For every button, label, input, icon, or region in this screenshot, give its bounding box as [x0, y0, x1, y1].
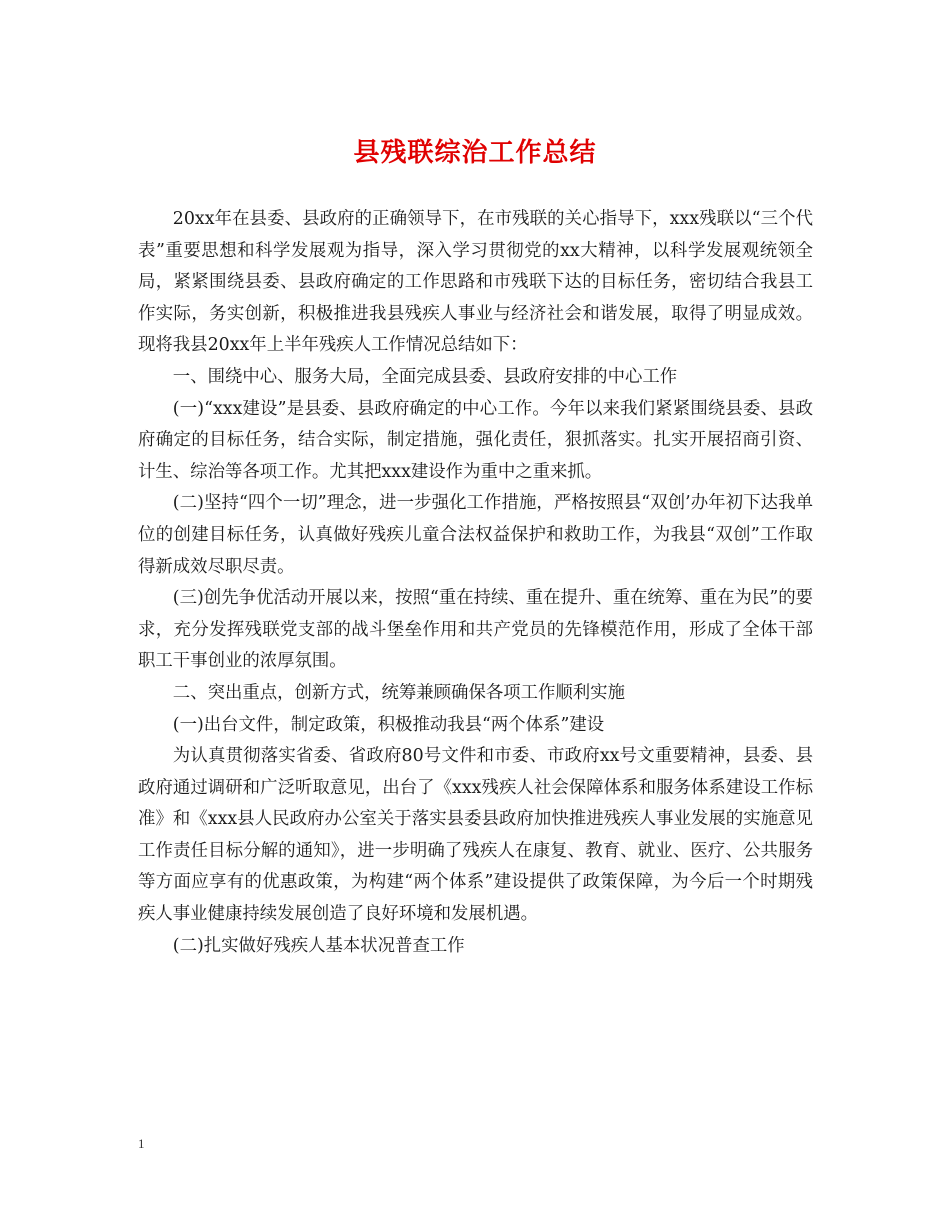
paragraph-section-1-item-2: (二)坚持“四个一切”理念，进一步强化工作措施，严格按照县“双创’办年初下达我单位的创建目标任务，认真做好残疾儿童合法权益保护和救助工作，为我县“双创”工作取得新成效尽职尽责。 [138, 493, 813, 577]
paragraph-section-1-item-3: (三)创先争优活动开展以来，按照“重在持续、重在提升、重在统筹、重在为民”的要求，充分发挥残联党支部的战斗堡垒作用和共产党员的先锋模范作用，形成了全体干部职工干事创业的浓厚氛围。 [138, 588, 813, 672]
paragraph-section-1-item-1: (一)“xxx建设”是县委、县政府确定的中心工作。今年以来我们紧紧围绕县委、县政府确定的目标任务，结合实际，制定措施，强化责任，狠抓落实。扎实开展招商引资、计生、综治等各项工作。尤其把xxx建设作为重中之重来抓。 [138, 398, 813, 482]
paragraph-section-2-item-1-body: 为认真贯彻落实省委、省政府80号文件和市委、市政府xx号文重要精神，县委、县政府通过调研和广泛听取意见，出台了《xxx残疾人社会保障体系和服务体系建设工作标准》和《xxx县人民政府办公室关于落实县委县政府加快推进残疾人事业发展的实施意见工作责任目标分解的通知》，进一步明确了残疾人在康复、教育、就业、医疗、公共服务等方面应享有的优惠政策，为构建“两个体系”建设提供了政策保障，为今后一个时期残疾人事业健康持续发展创造了良好环境和发展机遇。 [138, 746, 813, 925]
page-number: 1 [138, 1136, 145, 1151]
paragraph-section-1-heading: 一、围绕中心、服务大局，全面完成县委、县政府安排的中心工作 [172, 366, 678, 387]
document-title: 县残联综治工作总结 [353, 138, 597, 168]
paragraph-section-2-item-1: (一)出台文件，制定政策，积极推动我县“两个体系”建设 [172, 714, 605, 735]
paragraph-intro: 20xx年在县委、县政府的正确领导下，在市残联的关心指导下，xxx残联以“三个代表”重要思想和科学发展观为指导，深入学习贯彻党的xx大精神，以科学发展观统领全局，紧紧围绕县委、县政府确定的工作思路和市残联下达的目标任务，密切结合我县工作实际，务实创新，积极推进我县残疾人事业与经济社会和谐发展，取得了明显成效。现将我县20xx年上半年残疾人工作情况总结如下： [138, 209, 813, 356]
document-body [138, 204, 813, 962]
paragraph-section-2-heading: 二、突出重点，创新方式，统筹兼顾确保各项工作顺利实施 [172, 682, 625, 703]
paragraph-section-2-item-2: (二)扎实做好残疾人基本状况普查工作 [172, 935, 465, 956]
